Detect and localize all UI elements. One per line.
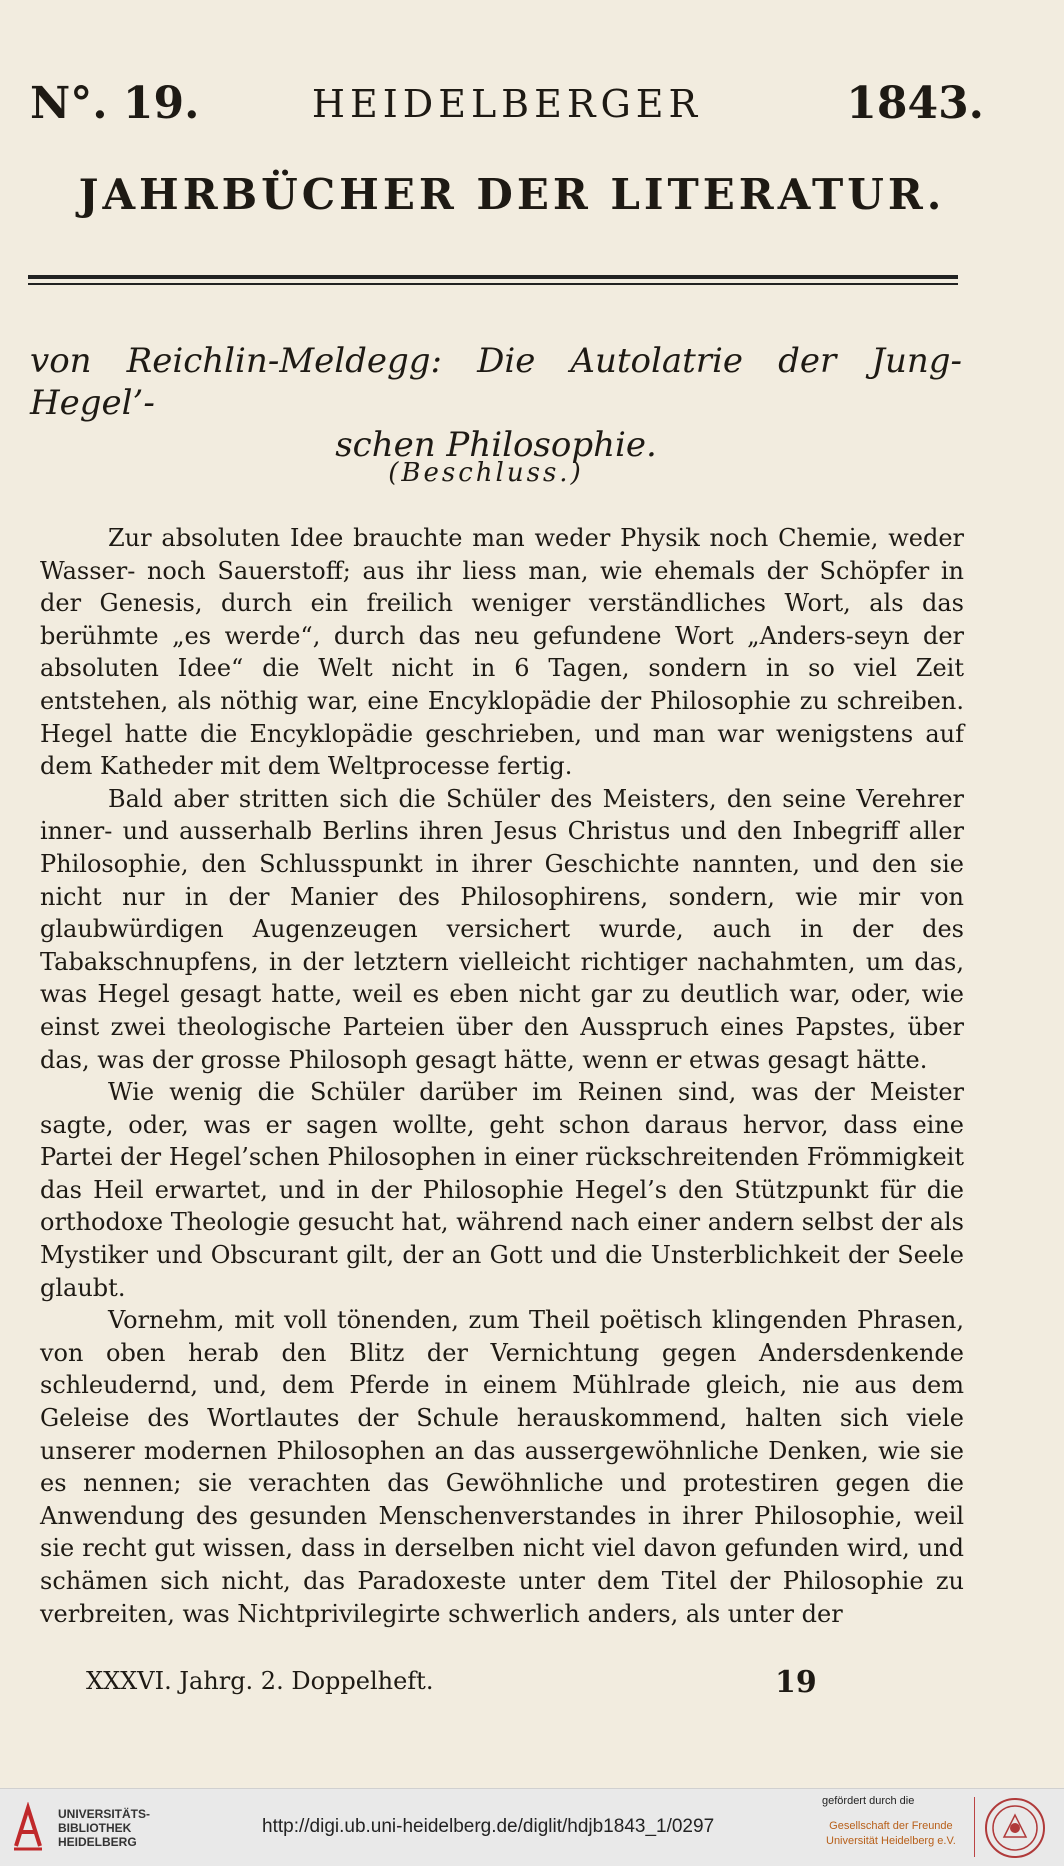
society-line-1: Gesellschaft der Freunde	[829, 1820, 953, 1832]
issue-number: N°. 19.	[30, 78, 200, 129]
article-title-line-1: von Reichlin-Meldegg: Die Autolatrie der Jung-Hegel’-	[30, 341, 962, 423]
article-body	[40, 522, 964, 1630]
journal-subtitle: JAHRBÜCHER DER LITERATUR.	[78, 170, 946, 219]
publication-year: 1843.	[846, 78, 984, 129]
library-name[interactable]	[58, 1807, 150, 1849]
page-number: 19	[775, 1665, 817, 1700]
funded-by-label: gefördert durch die	[822, 1795, 915, 1807]
divider	[974, 1797, 975, 1857]
article-title-line-2: schen Philosophie.	[335, 425, 657, 465]
library-name-line-2: BIBLIOTHEK	[58, 1821, 132, 1835]
viewer-bar	[0, 1788, 1064, 1866]
masthead	[30, 78, 984, 128]
paragraph: Bald aber stritten sich die Schüler des Meisters, den seine Verehrer inner- und ausserhalb Berlins ihren Jesus Christus und den Inbegriff aller Philosophie, den Schlusspunkt in ihrer Geschichte nannten, und den sie nicht nur in der Manier des Philosophirens, sondern, wie mir von glaubwürdigen Augenzeugen versichert wurde, auch in der des Tabakschnupfens, in der letztern vielleicht richtiger nachahmten, um das, was Hegel gesagt hatte, weil es eben nicht gar zu deutlich war, oder, wie einst zwei theologische Parteien über den Ausspruch eines Papstes, über das, was der grosse Philosoph gesagt hätte, wenn er etwas gesagt hätte.	[40, 784, 964, 1074]
library-name-line-3: HEIDELBERG	[58, 1835, 137, 1849]
paragraph: Zur absoluten Idee brauchte man weder Physik noch Chemie, weder Wasser- noch Sauerstoff; aus ihr liess man, wie ehemals der Schöpfer in der Genesis, durch ein freilich weniger verständliches Wort, als das berühmte „es werde“, durch das neu gefundene Wort „Anders-seyn der absoluten Idee“ die Welt nicht in 6 Tagen, sondern in so viel Zeit entstehen, als nöthig war, eine Encyklopädie der Philosophie zu schreiben. Hegel hatte die Encyklopädie geschrieben, und man war wenigstens auf dem Katheder mit dem Weltprocesse fertig.	[40, 524, 964, 781]
header-rule-thick	[28, 275, 958, 279]
society-line-2: Universität Heidelberg e.V.	[826, 1835, 956, 1847]
paragraph: Wie wenig die Schüler darüber im Reinen sind, was der Meister sagte, oder, was er sagen wollte, geht schon daraus hervor, dass eine Partei der Hegel’schen Philosophen in einer rückschreitenden Frömmigkeit das Heil erwartet, und in der Philosophie Hegel’s den Stützpunkt für die orthodoxe Theologie gesucht hat, während nach einer andern selbst der als Mystiker und Obscurant gilt, der an Gott und die Unsterblichkeit der Seele glaubt.	[40, 1078, 964, 1302]
signature-mark: XXXVI. Jahrg. 2. Doppelheft.	[86, 1667, 434, 1695]
conclusion-note: (Beschluss.)	[388, 458, 584, 488]
society-link[interactable]	[826, 1819, 956, 1849]
permalink-url[interactable]: http://digi.ub.uni-heidelberg.de/diglit/hdjb1843_1/0297	[262, 1816, 715, 1837]
university-seal-icon	[982, 1797, 1048, 1859]
article-title	[30, 340, 962, 466]
library-logo-icon[interactable]	[10, 1802, 46, 1852]
library-name-line-1: UNIVERSITÄTS-	[58, 1807, 151, 1821]
paragraph: Vornehm, mit voll tönenden, zum Theil poëtisch klingenden Phrasen, von oben herab den Blitz der Vernichtung gegen Andersdenkende schleudernd, und, dem Pferde in einem Mühlrade gleich, nie aus dem Geleise des Wortlautes der Schule herauskommend, halten sich viele unserer modernen Philosophen an das aussergewöhnliche Denken, wie sie es nennen; sie verachten das Gewöhnliche und protestiren gegen die Anwendung des gesunden Menschenverstandes in ihrer Philosophie, weil sie recht gut wissen, dass in derselben nicht viel davon gefunden wird, und schämen sich nicht, das Paradoxeste unter dem Titel der Philosophie zu verbreiten, was Nichtprivilegirte schwerlich anders, als unter der	[40, 1306, 964, 1628]
journal-name: HEIDELBERGER	[311, 82, 703, 126]
header-rule-thin	[28, 283, 958, 285]
